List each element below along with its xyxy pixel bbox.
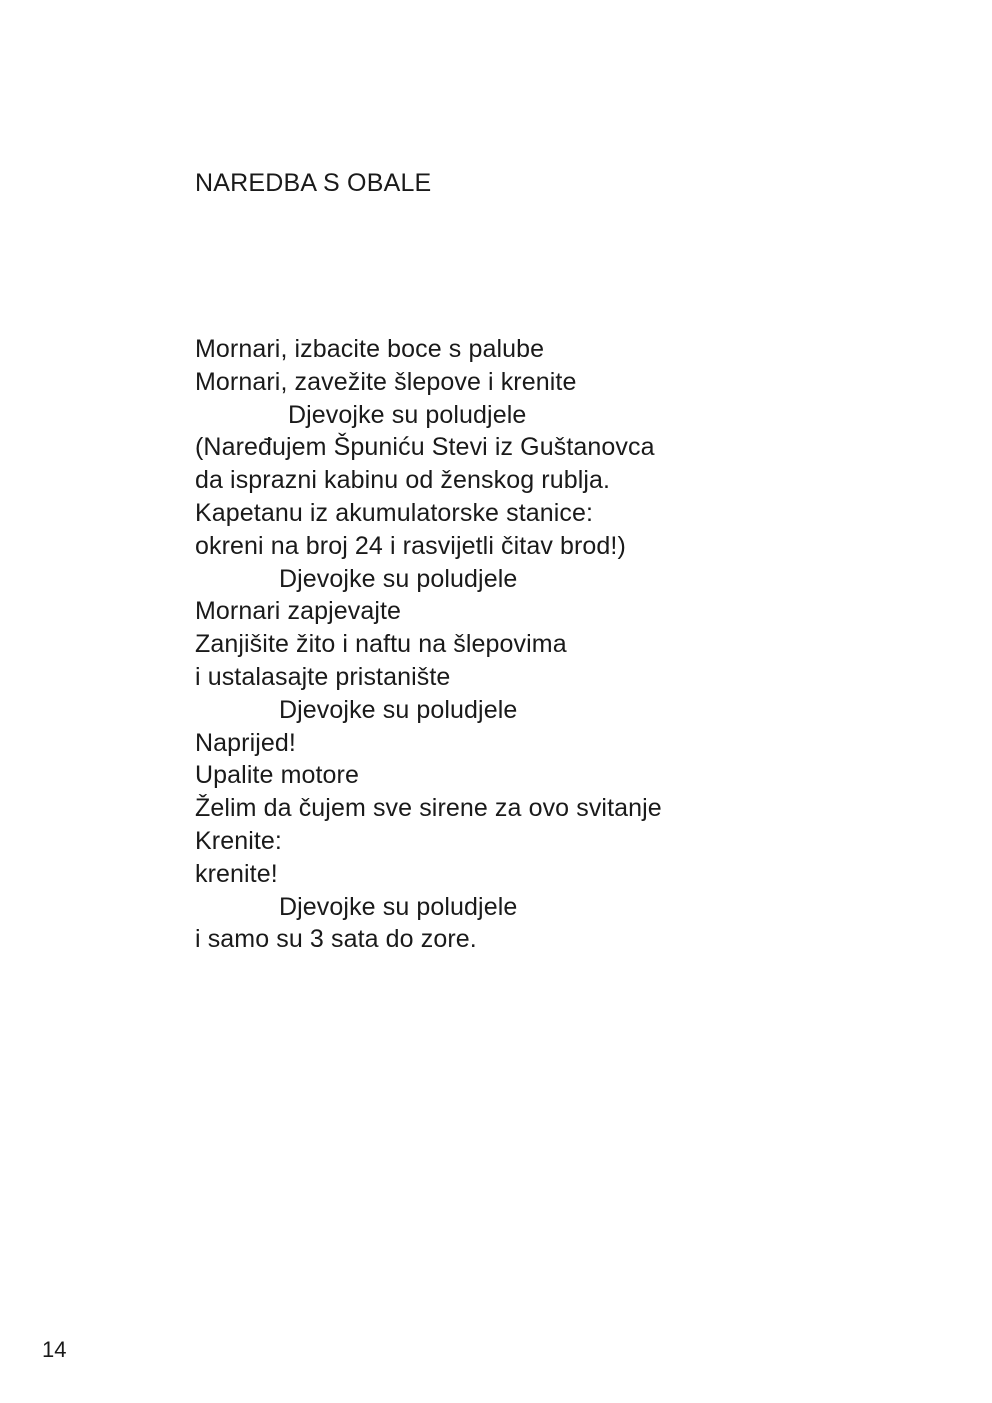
poem-title: NAREDBA S OBALE [195, 169, 432, 197]
poem-line: Želim da čujem sve sirene za ovo svitanje [195, 794, 662, 823]
poem-line: Mornari, zavežite šlepove i krenite [195, 367, 577, 396]
poem-line: Upalite motore [195, 761, 359, 790]
poem-line: Zanjišite žito i naftu na šlepovima [195, 630, 567, 659]
poem-line: okreni na broj 24 i rasvijetli čitav brod!) [195, 531, 626, 560]
page-number: 14 [42, 1337, 67, 1362]
poem-refrain-line: Djevojke su poludjele [279, 564, 518, 593]
poem-body [195, 333, 835, 956]
poem-line: Krenite: [195, 826, 282, 855]
poem-line: Mornari, izbacite boce s palube [195, 335, 545, 363]
poem-line: Naprijed! [195, 728, 296, 757]
poem-line: Mornari zapjevajte [195, 597, 402, 626]
poem-refrain-line: Djevojke su poludjele [279, 892, 518, 921]
poem-line: Kapetanu iz akumulatorske stanice: [195, 498, 594, 527]
poem-line: (Naređujem Špuniću Stevi iz Guštanovca [195, 433, 655, 462]
poem-line: da isprazni kabinu od ženskog rublja. [195, 466, 611, 495]
poem-refrain-line: Djevojke su poludjele [279, 695, 518, 724]
poem-refrain-line: Djevojke su poludjele [288, 400, 527, 429]
poem-line: i samo su 3 sata do zore. [195, 925, 477, 954]
poem-line: krenite! [195, 859, 278, 888]
poem-line: i ustalasajte pristanište [195, 662, 451, 691]
